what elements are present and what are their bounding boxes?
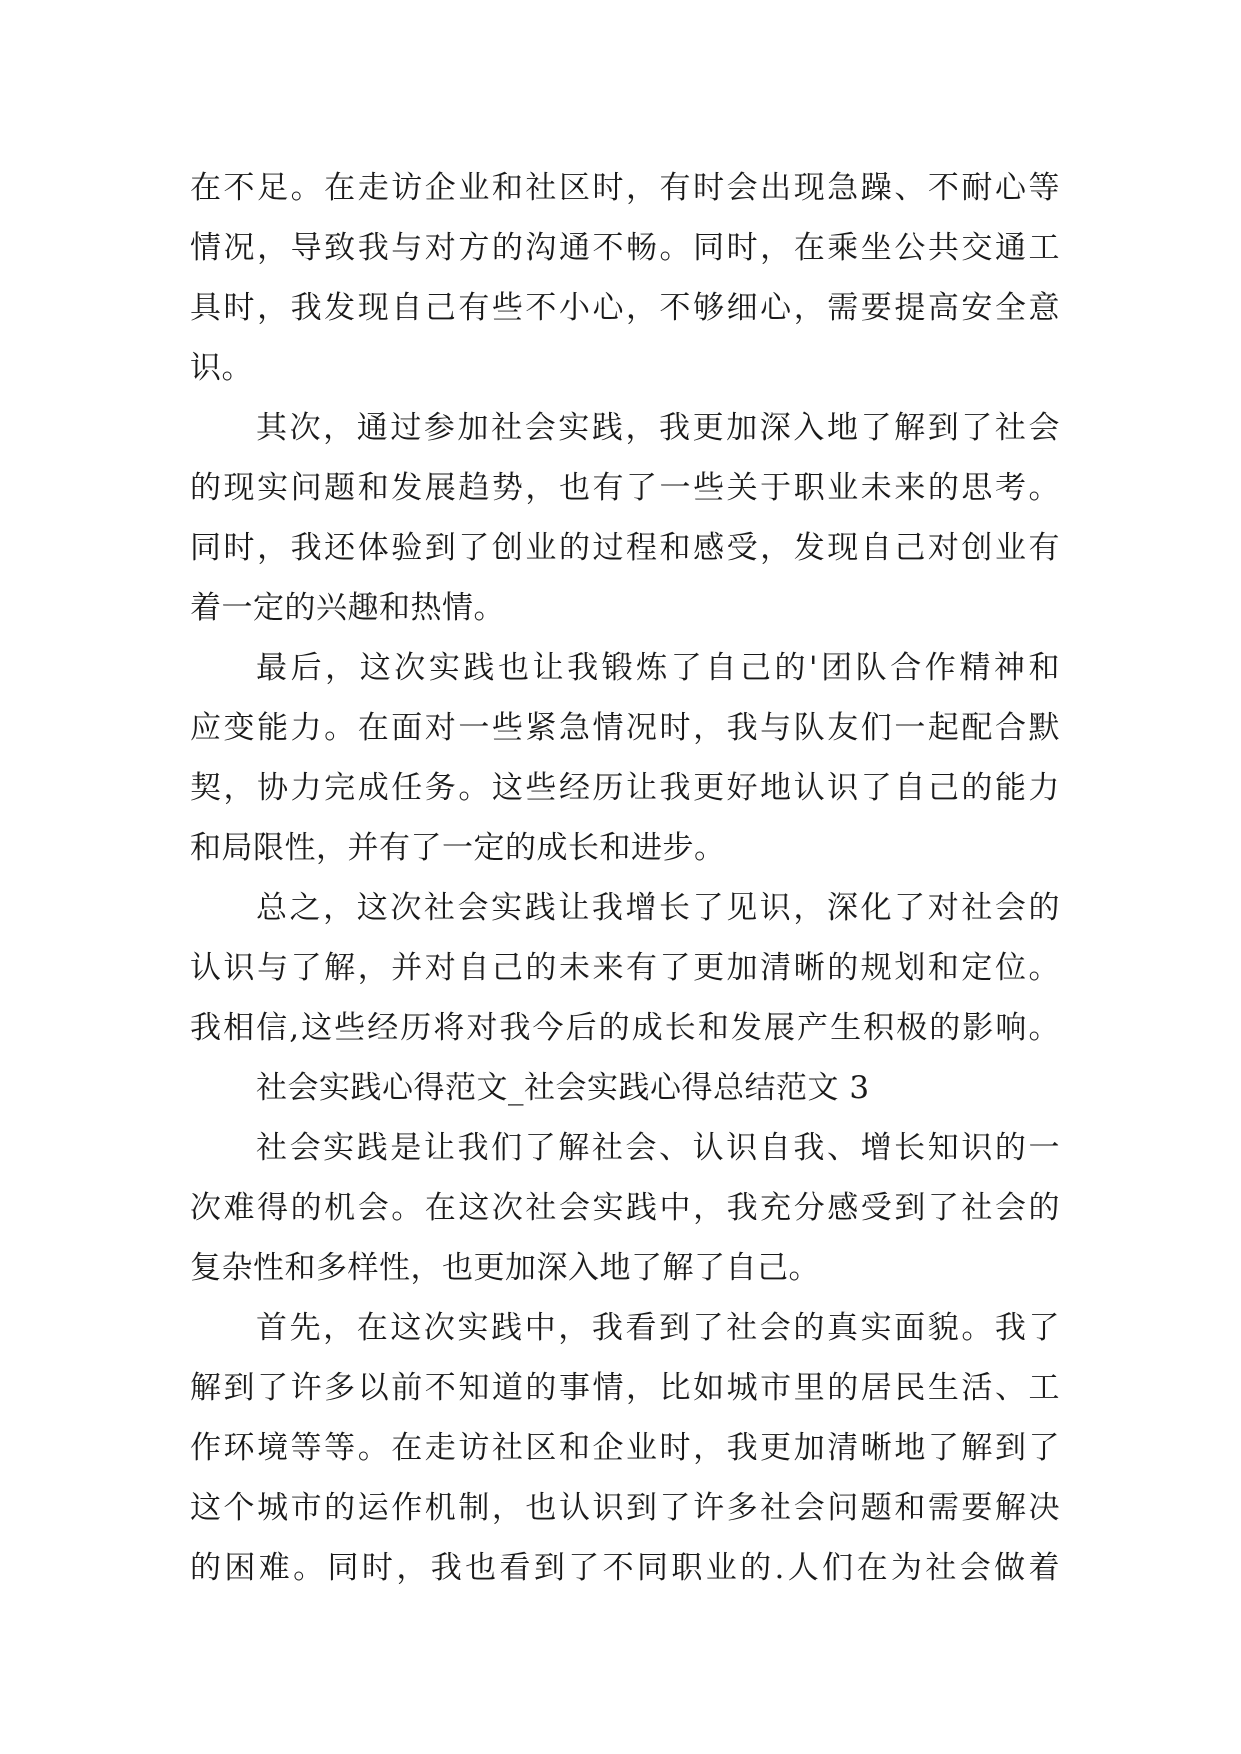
text-line: 应变能力。在面对一些紧急情况时，我与队友们一起配合默 [190, 710, 1060, 746]
text-line: 解到了许多以前不知道的事情，比如城市里的居民生活、工 [190, 1370, 1060, 1406]
text-line: 的困难。同时，我也看到了不同职业的.人们在为社会做着 [190, 1550, 1060, 1586]
section-heading: 社会实践心得范文_社会实践心得总结范文 3 [256, 1070, 870, 1106]
text-line: 复杂性和多样性，也更加深入地了解了自己。 [190, 1250, 820, 1286]
paragraph-first-line: 最后，这次实践也让我锻炼了自己的'团队合作精神和 [256, 650, 1060, 686]
paragraph-first-line: 总之，这次社会实践让我增长了见识，深化了对社会的 [256, 890, 1060, 926]
paragraph-first-line: 社会实践是让我们了解社会、认识自我、增长知识的一 [256, 1130, 1060, 1166]
paragraph-first-line: 首先，在这次实践中，我看到了社会的真实面貌。我了 [256, 1310, 1060, 1346]
text-line: 具时，我发现自己有些不小心，不够细心，需要提高安全意 [190, 290, 1060, 326]
text-line: 次难得的机会。在这次社会实践中，我充分感受到了社会的 [190, 1190, 1060, 1226]
document-body [190, 158, 1060, 1598]
text-line: 契，协力完成任务。这些经历让我更好地认识了自己的能力 [190, 770, 1060, 806]
text-line: 情况，导致我与对方的沟通不畅。同时，在乘坐公共交通工 [190, 230, 1060, 266]
text-line: 认识与了解，并对自己的未来有了更加清晰的规划和定位。 [190, 950, 1060, 986]
text-line: 的现实问题和发展趋势，也有了一些关于职业未来的思考。 [190, 470, 1060, 506]
text-line: 和局限性，并有了一定的成长和进步。 [190, 830, 726, 866]
text-line: 这个城市的运作机制，也认识到了许多社会问题和需要解决 [190, 1490, 1060, 1526]
text-line: 识。 [190, 350, 253, 386]
text-line: 作环境等等。在走访社区和企业时，我更加清晰地了解到了 [190, 1430, 1060, 1466]
paragraph-first-line: 其次，通过参加社会实践，我更加深入地了解到了社会 [256, 410, 1060, 446]
text-line: 着一定的兴趣和热情。 [190, 590, 505, 626]
text-line: 同时，我还体验到了创业的过程和感受，发现自己对创业有 [190, 530, 1060, 566]
text-line: 在不足。在走访企业和社区时，有时会出现急躁、不耐心等 [190, 170, 1060, 206]
text-line: 我相信,这些经历将对我今后的成长和发展产生积极的影响。 [190, 1010, 1060, 1046]
